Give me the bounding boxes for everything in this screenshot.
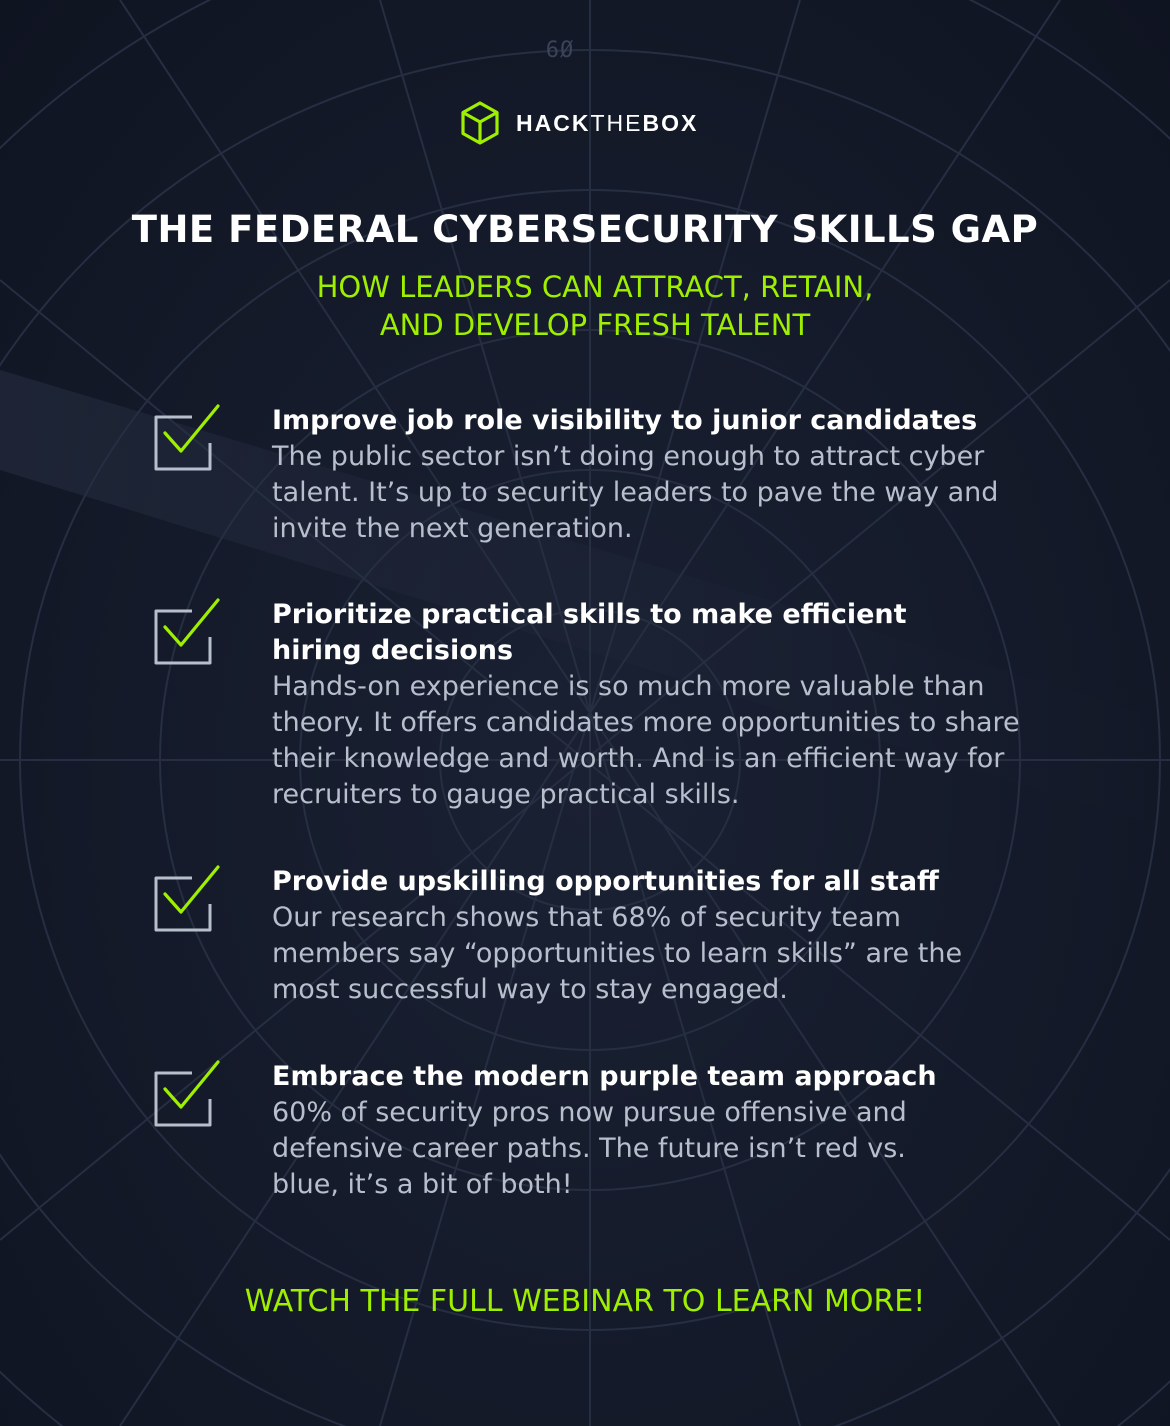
cube-icon xyxy=(460,101,500,145)
logo-word-the: THE xyxy=(590,109,643,136)
item-heading: Prioritize practical skills to make efficient hiring decisions xyxy=(272,599,907,666)
item-heading: Improve job role visibility to junior candidates xyxy=(272,405,978,436)
item-body: Our research shows that 68% of security team members say “opportunities to learn skills” are the most successful way to stay engaged. xyxy=(272,902,963,1005)
checkbox-checked-icon xyxy=(152,597,224,669)
item-body: The public sector isn’t doing enough to attract cyber talent. It’s up to security leaders to pave the way and invite the next generation. xyxy=(272,441,999,544)
page-title: THE FEDERAL CYBERSECURITY SKILLS GAP xyxy=(131,208,1039,251)
item-body: Hands-on experience is so much more valuable than theory. It offers candidates more opportunities to share their knowledge and worth. And is an efficient way for recruiters to gauge practical skills. xyxy=(272,671,1020,810)
logo-word-hack: HACK xyxy=(516,109,591,136)
item-body: 60% of security pros now pursue offensive and defensive career paths. The future isn’t red vs. blue, it’s a bit of both! xyxy=(272,1097,907,1200)
item-heading: Embrace the modern purple team approach xyxy=(272,1061,937,1092)
logo-word-box: BOX xyxy=(642,109,699,136)
item-heading: Provide upskilling opportunities for all staff xyxy=(272,866,939,897)
logo-wordmark xyxy=(516,110,698,137)
checkbox-checked-icon xyxy=(152,1059,224,1131)
subtitle-line-1: HOW LEADERS CAN ATTRACT, RETAIN, xyxy=(316,270,874,304)
cta-text: WATCH THE FULL WEBINAR TO LEARN MORE! xyxy=(244,1284,926,1319)
hackthebox-logo xyxy=(460,100,698,146)
page-subtitle xyxy=(235,268,955,344)
checkbox-checked-icon xyxy=(152,864,224,936)
subtitle-line-2: AND DEVELOP FRESH TALENT xyxy=(379,308,811,342)
corner-mark: 6Ø xyxy=(545,38,575,63)
checkbox-checked-icon xyxy=(152,403,224,475)
